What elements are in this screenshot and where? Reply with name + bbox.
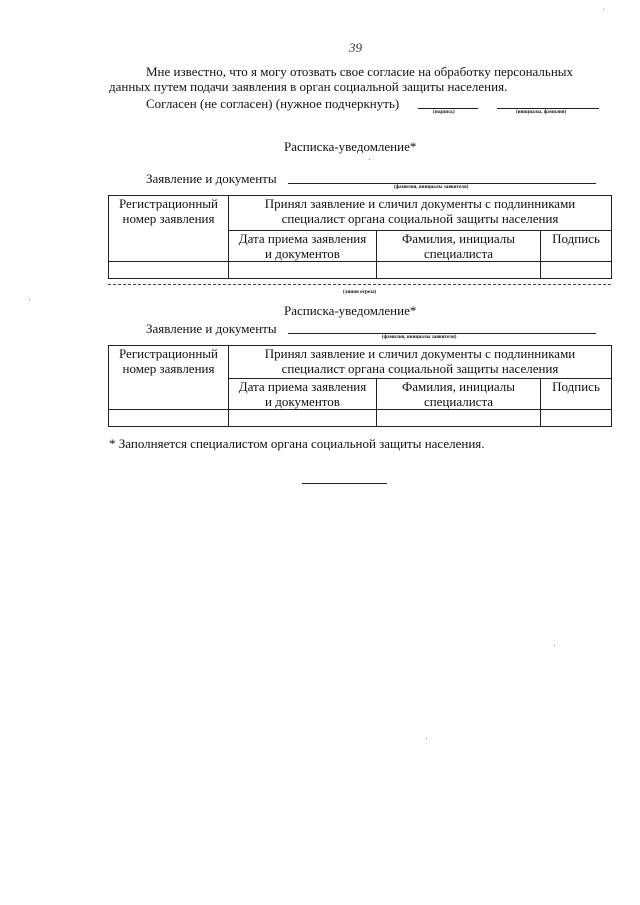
consent-line-1: Мне известно, что я могу отозвать свое согласие на обработку персональных	[146, 64, 574, 79]
specialist-name-header: Фамилия, инициалы специалиста	[377, 231, 541, 262]
receipt-1-applicant-line	[288, 183, 596, 184]
receipt-1-applicant-caption: (фамилия, инициалы заявителя)	[394, 185, 469, 190]
signature-header: Подпись	[541, 379, 612, 410]
specialist-name-header: Фамилия, инициалы специалиста	[377, 379, 541, 410]
initials-line	[497, 108, 599, 109]
accepted-header: Принял заявление и сличил документы с подлинниками специалист органа социальной защиты населения	[229, 346, 612, 379]
signature-cell	[541, 262, 612, 279]
footnote: * Заполняется специалистом органа социальной защиты населения.	[109, 436, 485, 451]
signature-line	[418, 108, 478, 109]
closing-separator	[302, 483, 387, 484]
receipt-1-table	[108, 195, 612, 279]
receipt-2-table	[108, 345, 612, 427]
reg-number-header: Регистрационный номер заявления	[109, 196, 229, 262]
cut-line	[108, 284, 611, 285]
receipt-2-docs-label: Заявление и документы	[146, 321, 277, 336]
scan-speck	[603, 9, 604, 10]
reg-number-cell	[109, 410, 229, 427]
scan-speck	[426, 738, 427, 739]
page-number: 39	[349, 40, 362, 55]
receipt-1-title: Расписка-уведомление*	[284, 139, 417, 154]
receipt-1-docs-label: Заявление и документы	[146, 171, 277, 186]
specialist-name-cell	[377, 410, 541, 427]
date-cell	[229, 262, 377, 279]
receipt-2-title: Расписка-уведомление*	[284, 303, 417, 318]
signature-caption: (подпись)	[433, 110, 455, 115]
date-cell	[229, 410, 377, 427]
reg-number-cell	[109, 262, 229, 279]
signature-header: Подпись	[541, 231, 612, 262]
receipt-2-applicant-line	[288, 333, 596, 334]
scan-speck	[29, 299, 30, 300]
consent-line-2: данных путем подачи заявления в орган социальной защиты населения.	[109, 79, 508, 94]
scan-speck	[369, 159, 370, 160]
date-header: Дата приема заявления и документов	[229, 231, 377, 262]
reg-number-header: Регистрационный номер заявления	[109, 346, 229, 410]
initials-caption: (инициалы, фамилия)	[516, 110, 567, 115]
consent-agree-text: Согласен (не согласен) (нужное подчеркнуть)	[146, 96, 400, 111]
specialist-name-cell	[377, 262, 541, 279]
receipt-2-applicant-caption: (фамилия, инициалы заявителя)	[382, 335, 457, 340]
signature-cell	[541, 410, 612, 427]
accepted-header: Принял заявление и сличил документы с подлинниками специалист органа социальной защиты населения	[229, 196, 612, 231]
scan-speck	[554, 645, 555, 646]
cut-line-caption: (линия отреза)	[343, 290, 377, 295]
date-header: Дата приема заявления и документов	[229, 379, 377, 410]
